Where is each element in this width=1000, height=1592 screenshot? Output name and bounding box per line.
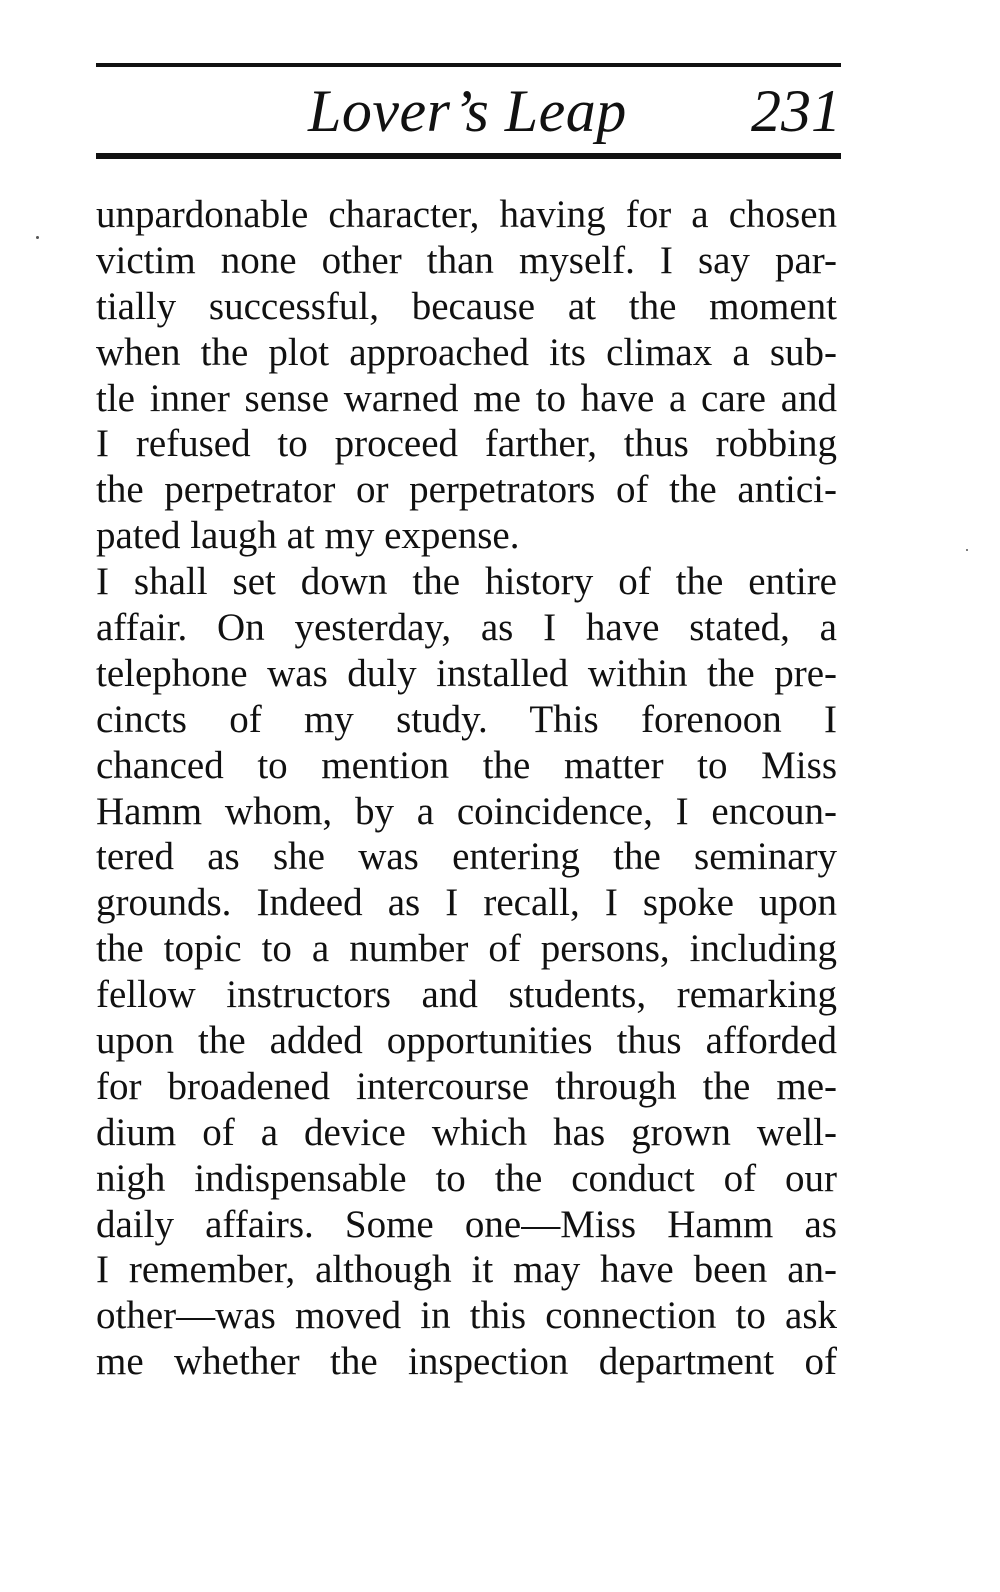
margin-speck bbox=[966, 549, 968, 551]
text-line: the perpetrator or perpetrators of the antici- bbox=[96, 468, 837, 512]
text-line: the topic to a number of persons, including bbox=[96, 927, 837, 971]
margin-speck bbox=[36, 236, 39, 239]
text-line: affair. On yesterday, as I have stated, a bbox=[96, 606, 837, 650]
text-line: nigh indispensable to the conduct of our bbox=[96, 1156, 837, 1200]
text-line: dium of a device which has grown well- bbox=[96, 1110, 837, 1154]
text-line: daily affairs. Some one—Miss Hamm as bbox=[96, 1202, 837, 1246]
text-line: chanced to mention the matter to Miss bbox=[96, 743, 837, 787]
text-line: tle inner sense warned me to have a care and bbox=[96, 376, 837, 420]
text-line: when the plot approached its climax a sub- bbox=[96, 330, 837, 374]
header-rule-bottom bbox=[96, 153, 841, 159]
text-line: unpardonable character, having for a chosen bbox=[96, 193, 837, 236]
text-line: tially successful, because at the moment bbox=[96, 284, 837, 328]
text-line: fellow instructors and students, remarking bbox=[96, 973, 837, 1017]
text-line: telephone was duly installed within the pre- bbox=[96, 651, 837, 695]
text-line: tered as she was entering the seminary bbox=[96, 835, 837, 879]
body-text bbox=[96, 192, 837, 1385]
header-rule-top bbox=[96, 63, 841, 67]
text-line: cincts of my study. This forenoon I bbox=[96, 697, 837, 741]
text-line: for broadened intercourse through the me- bbox=[96, 1064, 837, 1108]
text-line: I remember, although it may have been an- bbox=[96, 1248, 837, 1292]
running-head bbox=[96, 76, 841, 148]
text-line: upon the added opportunities thus afforded bbox=[96, 1019, 837, 1063]
paragraph-start-line: I shall set down the history of the entire bbox=[96, 560, 837, 604]
running-head-title: Lover’s Leap bbox=[308, 78, 627, 144]
text-line: Hamm whom, by a coincidence, I encoun- bbox=[96, 789, 837, 833]
paragraph-end-line: pated laugh at my expense. bbox=[96, 514, 520, 558]
text-line: grounds. Indeed as I recall, I spoke upon bbox=[96, 881, 837, 925]
text-line: me whether the inspection department of bbox=[96, 1340, 837, 1384]
page-number: 231 bbox=[751, 78, 841, 144]
text-line: other—was moved in this connection to ask bbox=[96, 1294, 837, 1338]
text-line: victim none other than myself. I say par- bbox=[96, 238, 837, 282]
text-line: I refused to proceed farther, thus robbing bbox=[96, 422, 837, 466]
